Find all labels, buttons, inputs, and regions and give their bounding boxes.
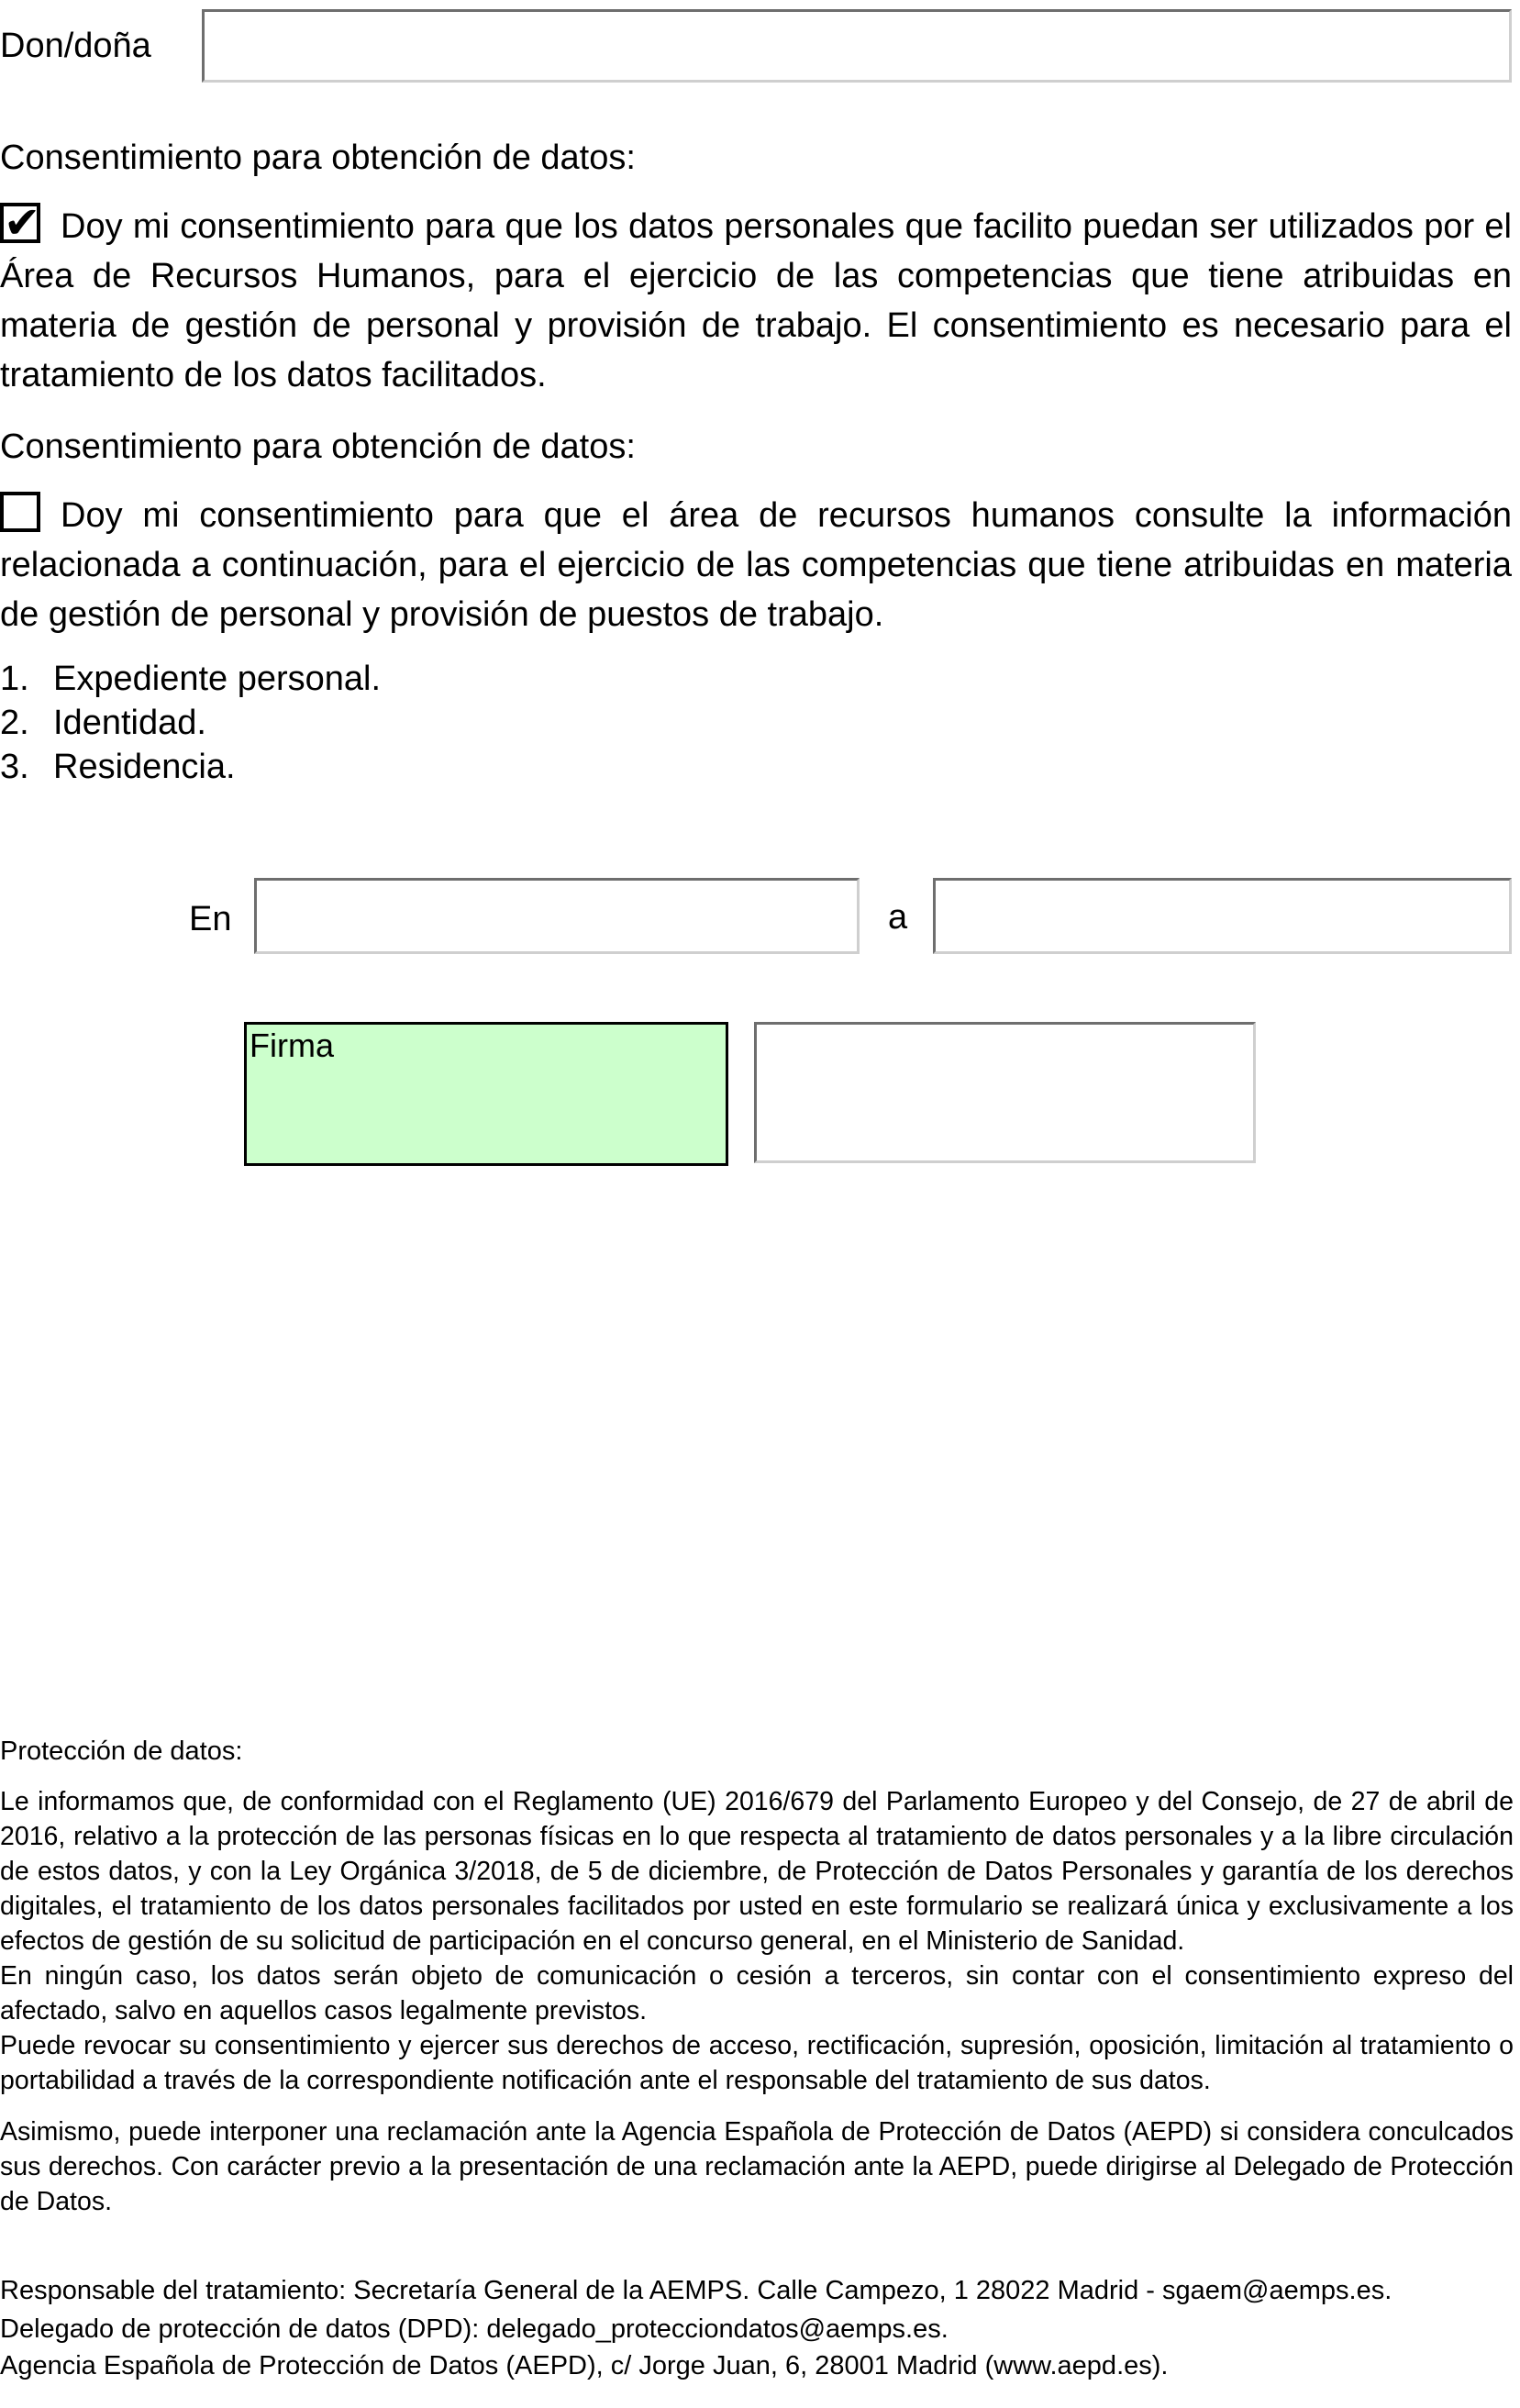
data-protection-text: [0, 1784, 1514, 2219]
data-protection-paragraph: Asimismo, puede interponer una reclamación ante la Agencia Española de Protección de Datos (AEPD) si considera conculcados sus derechos. Con carácter previo a la presentación de una reclamación ante la AEPD, puede dirigirse al Delegado de Protección de Datos.: [0, 2117, 1514, 2216]
section2-consent: [0, 491, 1512, 639]
section2-consent-text: Doy mi consentimiento para que el área de recursos humanos consulte la información relacionada a continuación, para el ejercicio de las competencias que tiene atribuidas en materia de gestión de personal y provisión de puestos de trabajo.: [0, 496, 1512, 634]
consulted-data-list: [0, 657, 381, 789]
list-item: 1. Expediente personal.: [0, 660, 382, 698]
dpo-info: Delegado de protección de datos (DPD): delegado_protecciondatos@aemps.es.: [0, 2314, 949, 2344]
signature-input[interactable]: [754, 1022, 1256, 1163]
section2-heading: Consentimiento para obtención de datos:: [0, 427, 636, 466]
data-protection-heading: Protección de datos:: [0, 1737, 243, 1766]
signature-label: Firma: [250, 1026, 334, 1064]
date-label: a: [888, 898, 908, 937]
list-item: 2. Identidad.: [0, 704, 206, 742]
date-input[interactable]: [933, 878, 1512, 954]
place-input[interactable]: [254, 878, 860, 954]
name-input[interactable]: [202, 9, 1512, 83]
checkmark-icon: ✔: [4, 197, 41, 249]
controller-info: Responsable del tratamiento: Secretaría General de la AEMPS. Calle Campezo, 1 28022 Madrid - sgaem@aemps.es.: [0, 2276, 1392, 2305]
list-item: 3. Residencia.: [0, 748, 236, 786]
section1-consent: [0, 197, 1512, 400]
signature-box[interactable]: [244, 1022, 728, 1166]
consent-checkbox-2[interactable]: [0, 492, 40, 532]
name-label: Don/doña: [0, 27, 151, 65]
consent-checkbox-1[interactable]: [0, 197, 41, 249]
data-protection-paragraph: Le informamos que, de conformidad con el Reglamento (UE) 2016/679 del Parlamento Europeo y del Consejo, de 27 de abril de 2016, relativo a la protección de las personas físicas en lo que respecta al tratamiento de datos personales y a la libre circulación de estos datos, y con la Ley Orgánica 3/2018, de 5 de diciembre, de Protección de Datos Personales y garantía de los derechos digitales, el tratamiento de los datos personales facilitados por usted en este formulario se realizará única y exclusivamente a los efectos de gestión de su solicitud de participación en el concurso general, en el Ministerio de Sanidad.: [0, 1787, 1514, 1956]
section1-consent-text: Doy mi consentimiento para que los datos personales que facilito puedan ser utilizados por el Área de Recursos Humanos, para el ejercicio de las competencias que tiene atribuidas en materia de gestión de personal y provisión de trabajo. El consentimiento es necesario para el tratamiento de los datos facilitados.: [0, 207, 1512, 394]
data-protection-paragraph: En ningún caso, los datos serán objeto de comunicación o cesión a terceros, sin contar con el consentimiento expreso del afectado, salvo en aquellos casos legalmente previstos.: [0, 1961, 1514, 2025]
place-label: En: [189, 900, 232, 938]
data-protection-paragraph: Puede revocar su consentimiento y ejercer sus derechos de acceso, rectificación, supresión, oposición, limitación al tratamiento o portabilidad a través de la correspondiente notificación ante el responsable del tratamiento de sus datos.: [0, 2031, 1514, 2095]
aepd-info: Agencia Española de Protección de Datos (AEPD), c/ Jorge Juan, 6, 28001 Madrid (www.aepd.es).: [0, 2351, 1169, 2380]
section1-heading: Consentimiento para obtención de datos:: [0, 139, 636, 177]
